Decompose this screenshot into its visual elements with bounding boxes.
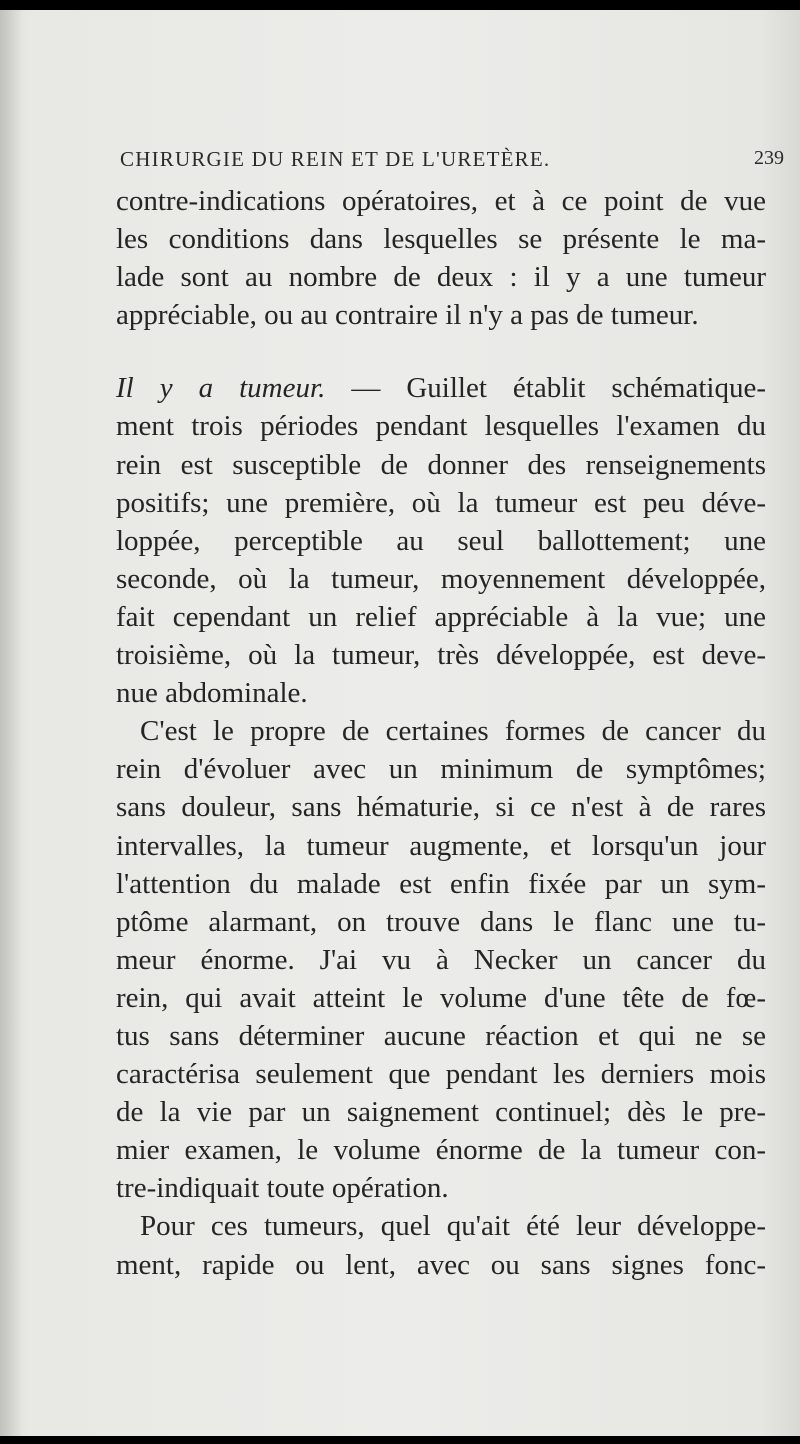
text-line: sans douleur, sans hématurie, si ce n'est à de rares <box>116 791 766 824</box>
text-line: tre-indiquait toute opération. <box>116 1172 449 1205</box>
text-line: seconde, où la tumeur, moyennement développée, <box>116 562 766 595</box>
text-line: tus sans déterminer aucune réaction et qui ne se <box>116 1019 766 1052</box>
text-line: ment trois périodes pendant lesquelles l'examen du <box>116 410 766 443</box>
text-line: nue abdominale. <box>116 677 308 710</box>
text-line: contre-indications opératoires, et à ce point de vue <box>116 185 766 217</box>
text-line: ment, rapide ou lent, avec ou sans signes fonc- <box>116 1248 766 1281</box>
text-line: troisième, où la tumeur, très développée, est deve- <box>116 639 766 672</box>
text-line: les conditions dans lesquelles se présente le ma- <box>116 223 766 256</box>
section-heading-rest: — Guillet établit schématique- <box>325 372 766 405</box>
text-line: lade sont au nombre de deux : il y a une tumeur <box>116 261 766 294</box>
text-line: de la vie par un saignement continuel; dès le pre- <box>116 1096 766 1129</box>
running-head-title: CHIRURGIE DU REIN ET DE L'URETÈRE. <box>120 147 551 171</box>
scan-bottom-edge <box>0 1436 800 1444</box>
text-line: rein est susceptible de donner des renseignements <box>116 448 766 481</box>
text-line: rein, qui avait atteint le volume d'une tête de fœ- <box>116 981 766 1014</box>
page-number: 239 <box>754 147 784 169</box>
section-heading-line <box>116 369 766 407</box>
page-gutter-shadow <box>0 10 22 1436</box>
text-line: meur énorme. J'ai vu à Necker un cancer du <box>116 943 766 976</box>
text-line: intervalles, la tumeur augmente, et lorsqu'un jour <box>116 829 766 862</box>
body-text <box>116 182 766 1284</box>
text-line: fait cependant un relief appréciable à la vue; une <box>116 600 766 633</box>
text-line: positifs; une première, où la tumeur est peu déve- <box>116 486 766 519</box>
text-line: C'est le propre de certaines formes de cancer du <box>140 715 766 748</box>
text-line: l'attention du malade est enfin fixée par un sym- <box>116 867 766 900</box>
paragraph-gap <box>116 334 766 369</box>
text-line: rein d'évoluer avec un minimum de symptômes; <box>116 753 766 786</box>
text-line: ptôme alarmant, on trouve dans le flanc une tu- <box>116 905 766 938</box>
text-line: appréciable, ou au contraire il n'y a pas de tumeur. <box>116 299 699 332</box>
text-line: caractérisa seulement que pendant les derniers mois <box>116 1058 766 1091</box>
text-line: Pour ces tumeurs, quel qu'ait été leur développe- <box>140 1210 766 1243</box>
running-head <box>120 147 800 177</box>
book-page <box>0 10 800 1436</box>
section-heading-italic: Il y a tumeur. <box>116 372 326 405</box>
text-line: mier examen, le volume énorme de la tumeur con- <box>116 1134 766 1167</box>
text-line: loppée, perceptible au seul ballottement; une <box>116 524 766 557</box>
